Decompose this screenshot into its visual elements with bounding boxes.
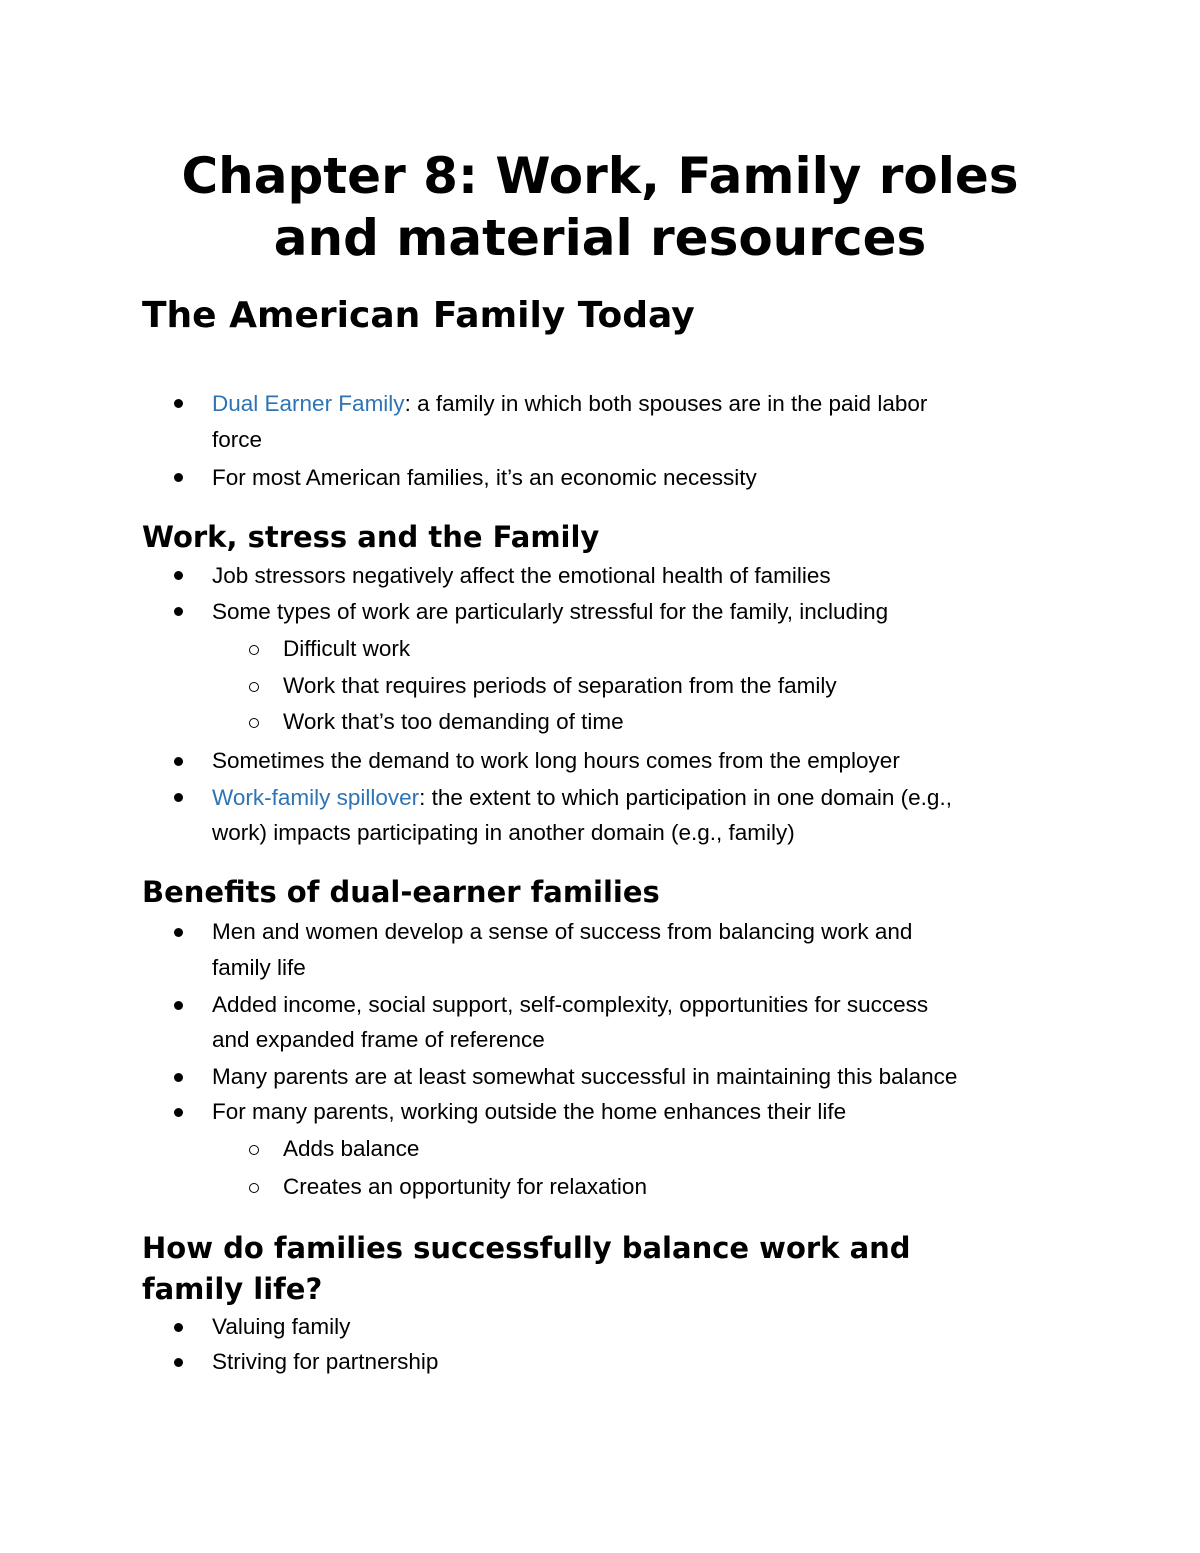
bullet-icon xyxy=(174,1073,183,1082)
bullet-icon xyxy=(174,607,183,616)
sub-bullet-icon xyxy=(249,1145,259,1155)
section-heading-balance-line-2: family life? xyxy=(142,1272,323,1306)
list-item: For most American families, it’s an economic necessity xyxy=(212,465,757,490)
list-item: Job stressors negatively affect the emotional health of families xyxy=(212,563,831,588)
chapter-title-line-1: Chapter 8: Work, Family roles xyxy=(181,147,1019,205)
bullet-icon xyxy=(174,1001,183,1010)
sub-bullet-icon xyxy=(249,645,259,655)
list-item: Added income, social support, self-complexity, opportunities for success xyxy=(212,992,929,1017)
bullet-icon xyxy=(174,473,183,482)
list-item-continuation: and expanded frame of reference xyxy=(212,1027,545,1052)
chapter-title-line-2: and material resources xyxy=(273,209,927,267)
list-item: Valuing family xyxy=(212,1314,351,1339)
term-dual-earner-family: Dual Earner Family xyxy=(212,391,405,416)
bullet-icon xyxy=(174,571,183,580)
bullet-icon xyxy=(174,757,183,766)
bullet-icon xyxy=(174,928,183,937)
bullet-icon xyxy=(174,1323,183,1332)
sub-list-item: Difficult work xyxy=(283,636,411,661)
list-item-spillover xyxy=(212,780,952,816)
definition-text: : the extent to which participation in one domain (e.g., xyxy=(419,785,952,810)
definition-text: : a family in which both spouses are in the paid labor xyxy=(404,391,928,416)
list-item-continuation: family life xyxy=(212,955,306,980)
section-heading-benefits: Benefits of dual-earner families xyxy=(142,875,660,909)
list-item: Men and women develop a sense of success from balancing work and xyxy=(212,919,913,944)
sub-list-item: Work that requires periods of separation from the family xyxy=(283,673,837,698)
section-heading-balance-line-1: How do families successfully balance work and xyxy=(142,1231,911,1265)
section-heading-work-stress: Work, stress and the Family xyxy=(142,520,600,554)
sub-bullet-icon xyxy=(249,1183,259,1193)
list-item: Striving for partnership xyxy=(212,1349,439,1374)
sub-bullet-icon xyxy=(249,718,259,728)
list-item-continuation: force xyxy=(212,427,263,452)
sub-list-item: Work that’s too demanding of time xyxy=(283,709,624,734)
bullet-icon xyxy=(174,1108,183,1117)
sub-list-item: Adds balance xyxy=(283,1136,420,1161)
list-item: Some types of work are particularly stressful for the family, including xyxy=(212,599,889,624)
section-heading-american-family: The American Family Today xyxy=(142,295,695,336)
sub-bullet-icon xyxy=(249,682,259,692)
sub-list-item: Creates an opportunity for relaxation xyxy=(283,1174,647,1199)
list-item-continuation: work) impacts participating in another domain (e.g., family) xyxy=(212,820,795,845)
list-item: Many parents are at least somewhat successful in maintaining this balance xyxy=(212,1064,958,1089)
list-item-dual-earner xyxy=(212,386,927,422)
list-item: Sometimes the demand to work long hours comes from the employer xyxy=(212,748,900,773)
bullet-icon xyxy=(174,793,183,802)
term-work-family-spillover: Work-family spillover xyxy=(212,785,420,810)
bullet-icon xyxy=(174,1358,183,1367)
bullet-icon xyxy=(174,399,183,408)
list-item: For many parents, working outside the home enhances their life xyxy=(212,1099,847,1124)
